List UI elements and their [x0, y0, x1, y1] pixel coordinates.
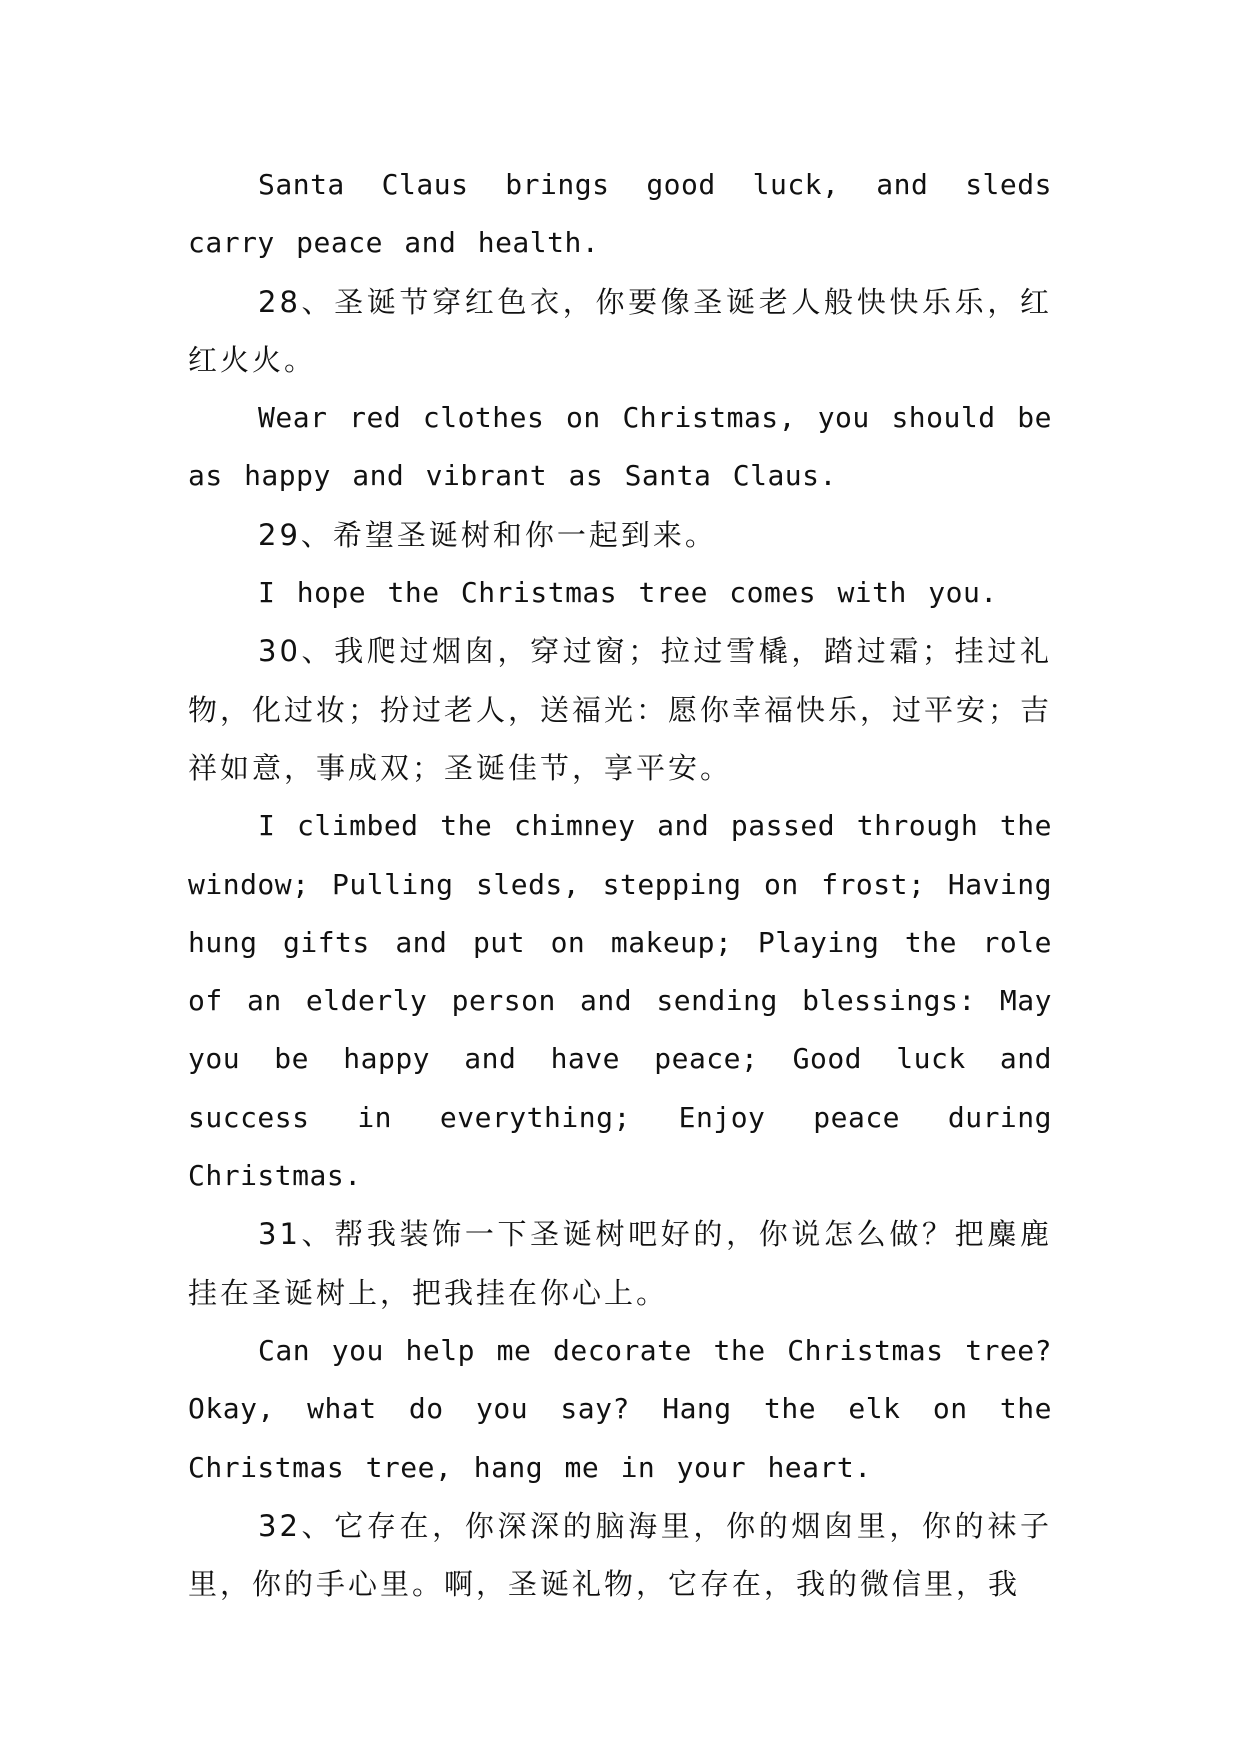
paragraph-zh-29: 29、希望圣诞树和你一起到来。	[258, 517, 717, 552]
paragraph-en-christmas-tree: I hope the Christmas tree comes with you.	[258, 576, 998, 610]
paragraph-zh-31: 31、帮我装饰一下圣诞树吧好的，你说怎么做？把麋鹿挂在圣诞树上，把我挂在你心上。	[188, 1217, 1052, 1310]
document-body	[188, 156, 1052, 1613]
paragraph-zh-28: 28、圣诞节穿红色衣，你要像圣诞老人般快快乐乐，红红火火。	[188, 284, 1052, 377]
paragraph-zh-30: 30、我爬过烟囱，穿过窗；拉过雪橇，踏过霜；挂过礼物，化过妆；扮过老人，送福光：愿你幸福快乐，过平安；吉祥如意，事成双；圣诞佳节，享平安。	[188, 634, 1053, 785]
paragraph-en-santa-luck: Santa Claus brings good luck, and sleds carry peace and health.	[188, 168, 1052, 260]
paragraph-en-decorate-tree: Can you help me decorate the Christmas tree? Okay, what do you say? Hang the elk on the Christmas tree, hang me in your heart.	[188, 1333, 1052, 1484]
paragraph-zh-32: 32、它存在，你深深的脑海里，你的烟囱里，你的袜子里，你的手心里。啊，圣诞礼物，它存在，我的微信里，我	[188, 1508, 1052, 1602]
paragraph-en-chimney: I climbed the chimney and passed through the window; Pulling sleds, stepping on frost; Having hung gifts and put on makeup; Playing the role of an elderly person and sending blessings: May you be happy and have peace; Good luck and success in everything; Enjoy peace during Christmas.	[188, 809, 1052, 1193]
paragraph-en-red-clothes: Wear red clothes on Christmas, you should be as happy and vibrant as Santa Claus.	[188, 401, 1052, 493]
